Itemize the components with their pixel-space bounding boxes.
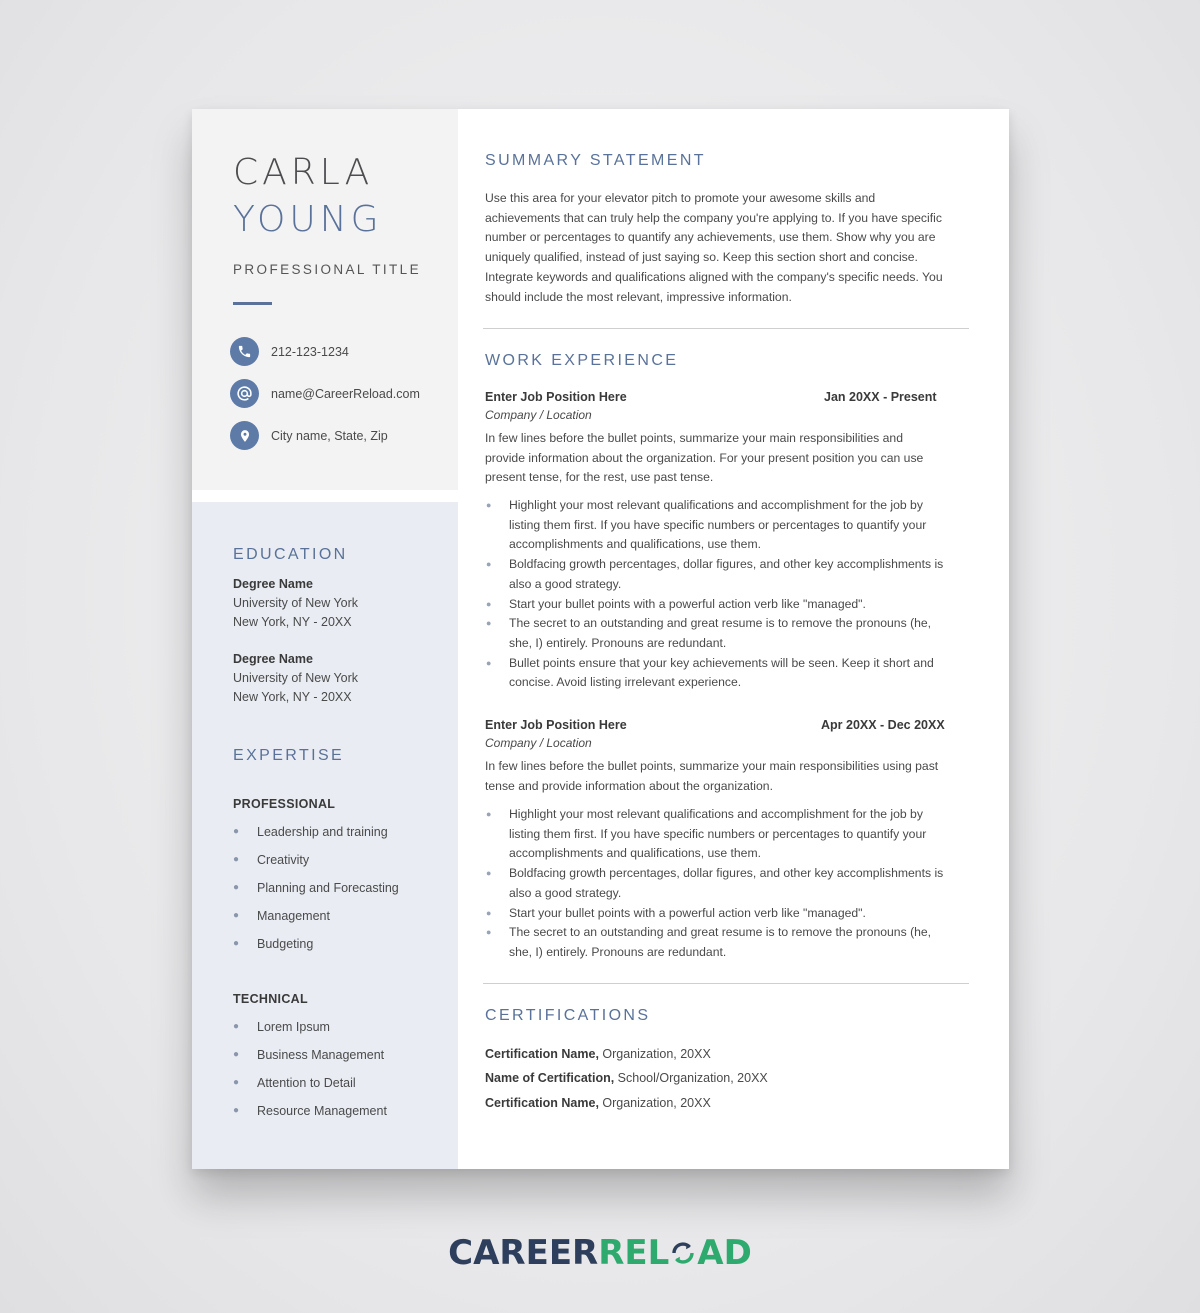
job-dates: Apr 20XX - Dec 20XX	[821, 718, 945, 732]
certification-item: Certification Name, Organization, 20XX	[485, 1096, 711, 1110]
summary-text: Use this area for your elevator pitch to promote your awesome skills and achievements that can truly help the company you're applying to. If you have specific number or percentages to quantify any achievements, use them. Show why you are uniquely qualified, instead of just saying so. Keep this section short and concise. Integrate keywords and qualifications aligned with the company's specific needs. You should include the most relevant, impressive information.	[485, 191, 943, 304]
job-title: Enter Job Position Here	[485, 390, 627, 404]
skill-item: ● Leadership and training	[233, 825, 388, 839]
sidebar-header-panel	[192, 109, 458, 490]
school-name: University of New York	[233, 596, 359, 610]
job-company: Company / Location	[485, 408, 592, 422]
location-pin-icon	[230, 421, 259, 450]
bullet-item: ● Start your bullet points with a powerful action verb like "managed".	[486, 596, 866, 611]
phone-text: 212-123-1234	[271, 344, 349, 359]
summary-heading: SUMMARY STATEMENT	[485, 152, 706, 169]
school-place: New York, NY - 20XX	[233, 615, 352, 629]
technical-skills-list	[233, 1019, 387, 1131]
professional-title: PROFESSIONAL TITLE	[233, 262, 421, 277]
skill-item: ● Budgeting	[233, 937, 314, 951]
refresh-loop-icon	[669, 1239, 697, 1267]
degree-name: Degree Name	[233, 652, 313, 666]
professional-skills-label: PROFESSIONAL	[233, 797, 336, 811]
job-company: Company / Location	[485, 736, 592, 750]
certifications-heading: CERTIFICATIONS	[485, 1007, 651, 1024]
job-title: Enter Job Position Here	[485, 718, 627, 732]
skill-item: ● Planning and Forecasting	[233, 881, 399, 895]
certification-item: Certification Name, Organization, 20XX	[485, 1047, 711, 1061]
contact-email	[230, 379, 420, 408]
school-place: New York, NY - 20XX	[233, 690, 352, 704]
email-text: name@CareerReload.com	[271, 386, 420, 401]
work-experience-heading: WORK EXPERIENCE	[485, 352, 679, 369]
careerreload-logo	[0, 1233, 1200, 1273]
skill-item: ● Business Management	[233, 1048, 385, 1062]
accent-divider	[233, 302, 272, 305]
job-intro: In few lines before the bullet points, summarize your main responsibilities and provide information about the organization. For your present position you can use present tense, for the rest, use past tense.	[485, 431, 924, 485]
logo-ad-text: AD	[697, 1233, 752, 1273]
phone-icon	[230, 337, 259, 366]
education-entry	[233, 650, 358, 707]
last-name: YOUNG	[233, 199, 383, 240]
certification-item: Name of Certification, School/Organization, 20XX	[485, 1071, 768, 1085]
section-divider	[483, 328, 969, 329]
school-name: University of New York	[233, 671, 359, 685]
technical-skills-label: TECHNICAL	[233, 992, 308, 1006]
logo-rel-text: REL	[598, 1233, 670, 1273]
education-heading: EDUCATION	[233, 546, 348, 563]
job-bullets	[485, 496, 967, 693]
logo-career-text: CAREER	[448, 1233, 599, 1273]
degree-name: Degree Name	[233, 577, 313, 591]
job-bullets	[485, 805, 967, 963]
job-intro: In few lines before the bullet points, summarize your main responsibilities using past tense and provide information about the organization.	[485, 759, 939, 793]
at-sign-icon	[230, 379, 259, 408]
bullet-item: ● Bullet points ensure that your key achievements will be seen. Keep it short and concise. Avoid listing irrelevant experience.	[486, 655, 934, 690]
bullet-item: ● The secret to an outstanding and great resume is to remove the pronouns (he, she, I) entirely. Pronouns are redundant.	[486, 925, 932, 959]
contact-phone	[230, 337, 349, 366]
bullet-item: ● The secret to an outstanding and great resume is to remove the pronouns (he, she, I) entirely. Pronouns are redundant.	[486, 616, 932, 650]
bullet-item: ● Boldfacing growth percentages, dollar figures, and other key accomplishments is also a good strategy.	[486, 557, 944, 591]
job-dates: Jan 20XX - Present	[824, 390, 937, 404]
bullet-item: ● Boldfacing growth percentages, dollar figures, and other key accomplishments is also a good strategy.	[486, 866, 944, 900]
first-name: CARLA	[233, 152, 374, 193]
location-text: City name, State, Zip	[271, 428, 388, 443]
bullet-item: ● Start your bullet points with a powerful action verb like "managed".	[486, 905, 866, 920]
bullet-item: ● Highlight your most relevant qualifications and accomplishment for the job by listing them first. If you have specific numbers or percentages to quantify your accomplishments and qualifications, use them.	[486, 498, 927, 552]
skill-item: ● Lorem Ipsum	[233, 1020, 330, 1034]
skill-item: ● Resource Management	[233, 1104, 387, 1118]
contact-location	[230, 421, 388, 450]
section-divider	[483, 983, 969, 984]
skill-item: ● Creativity	[233, 853, 310, 867]
skill-item: ● Attention to Detail	[233, 1076, 356, 1090]
education-entry	[233, 575, 358, 632]
bullet-item: ● Highlight your most relevant qualifications and accomplishment for the job by listing them first. If you have specific numbers or percentages to quantify your accomplishments and qualifications, use them.	[486, 807, 927, 861]
skill-item: ● Management	[233, 909, 330, 923]
resume-page	[192, 109, 1009, 1169]
sidebar-details-panel	[192, 502, 458, 1169]
professional-skills-list	[233, 824, 399, 964]
expertise-heading: EXPERTISE	[233, 747, 345, 764]
